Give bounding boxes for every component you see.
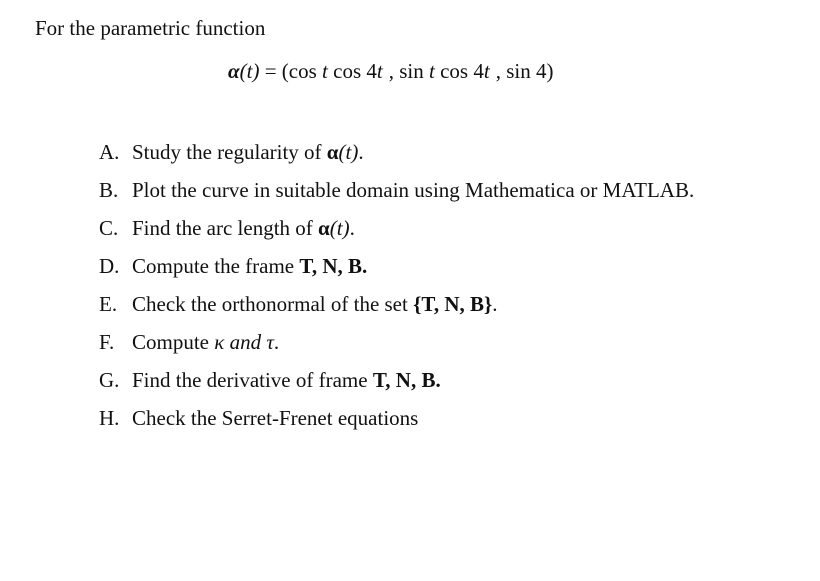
formula-t4: t xyxy=(483,59,490,83)
item-letter: A. xyxy=(99,140,120,164)
list-item xyxy=(99,366,694,404)
item-text: Find the derivative of frame T, N, B. xyxy=(132,368,441,392)
item-text: Compute κ and τ. xyxy=(132,330,280,354)
item-text: Study the regularity of α(t). xyxy=(132,140,364,164)
formula-equals: = xyxy=(264,59,277,83)
formula-comma1: , sin xyxy=(388,59,424,83)
formula-cos2: cos 4 xyxy=(440,59,484,83)
list-item xyxy=(99,138,694,176)
list-item xyxy=(99,328,694,366)
formula-t1: t xyxy=(322,59,328,83)
formula-t2: t xyxy=(376,59,383,83)
item-letter: F. xyxy=(99,330,115,354)
formula-open: (cos xyxy=(281,59,317,83)
item-letter: H. xyxy=(99,406,120,430)
list-item xyxy=(99,214,694,252)
list-item xyxy=(99,290,694,328)
list-item xyxy=(99,176,694,214)
item-text: Find the arc length of α(t). xyxy=(132,216,355,240)
item-text: Compute the frame T, N, B. xyxy=(132,254,368,278)
item-letter: B. xyxy=(99,178,119,202)
parametric-formula xyxy=(228,57,553,85)
item-letter: C. xyxy=(99,216,119,240)
formula-t3: t xyxy=(429,59,435,83)
item-text: Check the Serret-Frenet equations xyxy=(132,406,419,430)
formula-alpha: α xyxy=(228,59,240,83)
item-text: Plot the curve in suitable domain using Mathematica or MATLAB. xyxy=(132,178,695,202)
item-letter: G. xyxy=(99,368,120,392)
intro-text: For the parametric function xyxy=(35,16,266,40)
item-letter: D. xyxy=(99,254,120,278)
formula-tail: , sin 4) xyxy=(495,59,554,83)
item-letter: E. xyxy=(99,292,118,316)
formula-cos1: cos 4 xyxy=(333,59,377,83)
formula-lhs-arg: (t) xyxy=(239,59,260,83)
list-item xyxy=(99,404,694,442)
task-list xyxy=(99,138,694,442)
item-text: Check the orthonormal of the set {T, N, B}. xyxy=(132,292,498,316)
list-item xyxy=(99,252,694,290)
